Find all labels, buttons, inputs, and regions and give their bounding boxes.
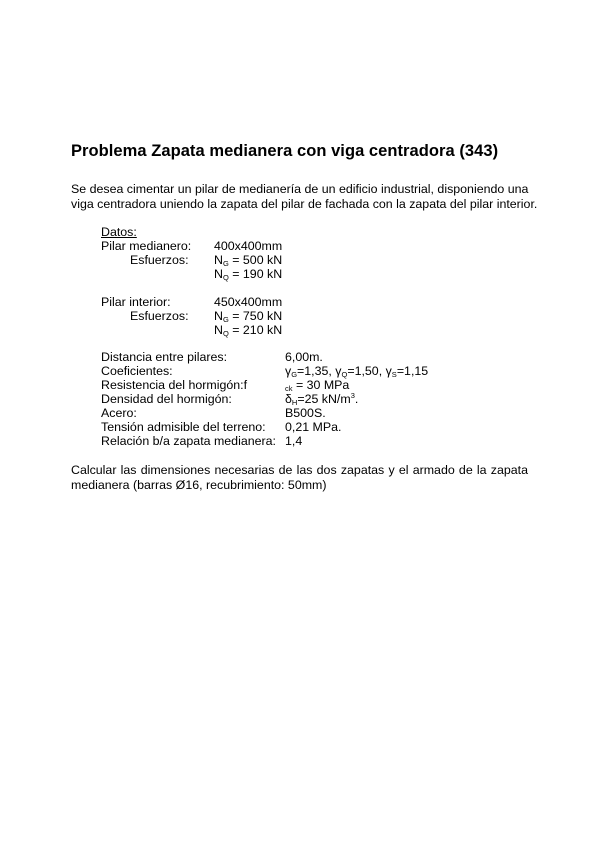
pilar-interior-size: 450x400mm [214, 295, 283, 309]
relacion-value: 1,4 [285, 434, 303, 448]
pilar-medianero-size: 400x400mm [214, 239, 283, 253]
datos-heading: Datos: [101, 225, 137, 239]
coeficientes-label: Coeficientes: [101, 364, 173, 378]
closing-paragraph [71, 463, 528, 493]
tension-value: 0,21 MPa. [285, 420, 342, 434]
closing-line: Calcular las dimensiones necesarias de las dos zapatas y el armado de la zapata [71, 463, 528, 477]
nq-value: $N_Q = 210$ kN [214, 323, 283, 338]
acero-label: Acero: [101, 406, 137, 420]
resistencia-value: $_{ck}$ = 30 MPa [285, 378, 350, 393]
esfuerzos-label: Esfuerzos: [130, 309, 189, 323]
acero-value: B500S. [285, 406, 326, 420]
densidad-label: Densidad del hormigón: [101, 392, 232, 406]
nq-value: $N_Q = 190$ kN [214, 267, 283, 282]
ng-value: $N_G = 750$ kN [214, 309, 283, 324]
ng-value: $N_G = 500$ kN [214, 253, 283, 268]
problem-title: Problema Zapata medianera con viga centradora (343) [71, 142, 499, 160]
coeficientes-value: $\gamma_G=1,35$, $\gamma_Q=1,50$, $\gamma_S=1,15$ [285, 364, 429, 379]
esfuerzos-label: Esfuerzos: [130, 253, 189, 267]
intro-line: viga centradora uniendo la zapata del pilar de fachada con la zapata del pilar interior. [71, 197, 538, 211]
tension-label: Tensión admisible del terreno: [101, 420, 266, 434]
pilar-interior-label: Pilar interior: [101, 295, 171, 309]
intro-line: Se desea cimentar un pilar de medianería de un edificio industrial, disponiendo una [71, 182, 529, 196]
pilar-medianero-label: Pilar medianero: [101, 239, 192, 253]
distancia-value: 6,00m. [285, 350, 323, 364]
distancia-label: Distancia entre pilares: [101, 350, 228, 364]
relacion-label: Relación b/a zapata medianera: [101, 434, 276, 448]
intro-paragraph [71, 182, 538, 212]
closing-line: medianera (barras Ø16, recubrimiento: 50mm) [71, 478, 327, 492]
densidad-value: $\delta_H=25$ $kN/m^3$. [285, 391, 359, 407]
resistencia-label: Resistencia del hormigón:f [101, 378, 248, 392]
